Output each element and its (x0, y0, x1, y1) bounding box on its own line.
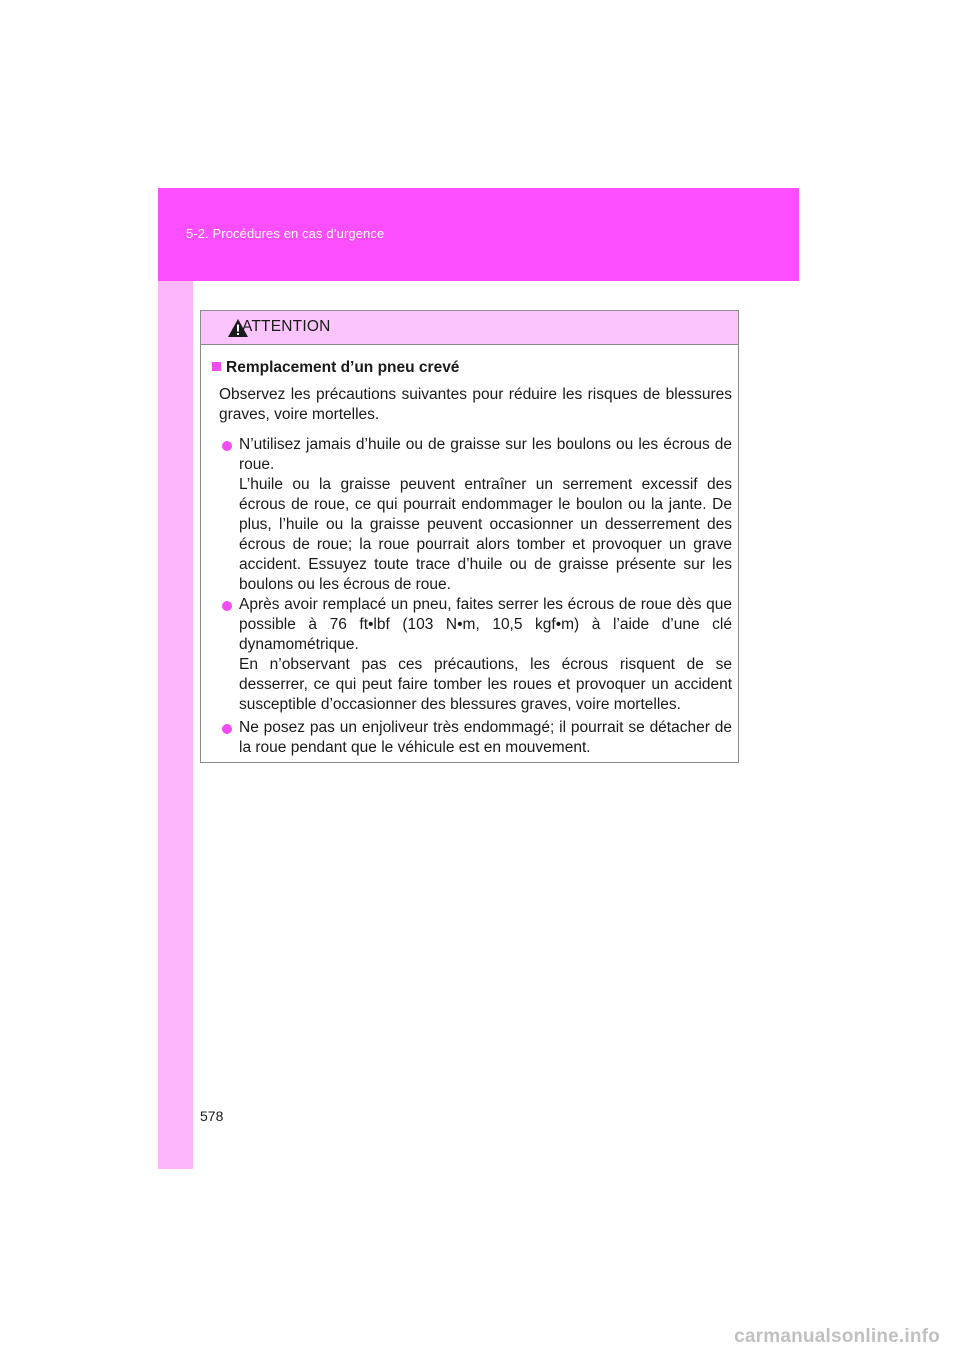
subheading-text: Remplacement d’un pneu crevé (226, 359, 460, 376)
dot-bullet-icon (222, 441, 232, 451)
left-margin-strip (158, 281, 193, 1169)
bullet-statement: Après avoir remplacé un pneu, faites serrer les écrous de roue dès que possible à 76 ft•lbf (103 N•m, 10,5 kgf•m) à l’aide d’une clé dynamométrique. (239, 596, 732, 653)
square-bullet-icon (212, 362, 221, 371)
bullet-explanation: L’huile ou la graisse peuvent entraîner un serrement excessif des écrous de roue, ce qui pourrait endommager le boulon ou la jante. De plus, l’huile ou la graisse peuvent occasionner un desserrement des écrous de roue; la roue pourrait alors tomber et provoquer un grave accident. Essuyez toute trace d’huile ou de graisse présente sur les boulons ou les écrous de roue. (239, 476, 732, 593)
bullet-item-oil (219, 435, 732, 595)
attention-box (200, 310, 739, 763)
watermark: carmanualsonline.info (734, 1326, 940, 1347)
attention-label: ATTENTION (242, 318, 331, 335)
subheading (212, 359, 459, 377)
bullet-item-torque (219, 595, 732, 715)
bullet-text (239, 718, 732, 758)
intro-paragraph: Observez les précautions suivantes pour réduire les risques de blessures graves, voire mortelles. (219, 386, 732, 423)
attention-header (201, 311, 738, 345)
dot-bullet-icon (222, 601, 232, 611)
bullet-statement: N’utilisez jamais d’huile ou de graisse sur les boulons ou les écrous de roue. (239, 436, 732, 473)
page-number: 578 (200, 1108, 224, 1124)
bullet-text (239, 595, 732, 715)
bullet-statement: Ne posez pas un enjoliveur très endommagé; il pourrait se détacher de la roue pendant que le véhicule est en mouvement. (239, 719, 732, 756)
section-title: 5-2. Procédures en cas d’urgence (186, 226, 385, 241)
dot-bullet-icon (222, 724, 232, 734)
bullet-text (239, 435, 732, 595)
bullet-explanation: En n’observant pas ces précautions, les écrous risquent de se desserrer, ce qui peut faire tomber les roues et provoquer un accident susceptible d’occasionner des blessures graves, voire mortelles. (239, 656, 732, 713)
bullet-item-hubcap (219, 718, 732, 758)
